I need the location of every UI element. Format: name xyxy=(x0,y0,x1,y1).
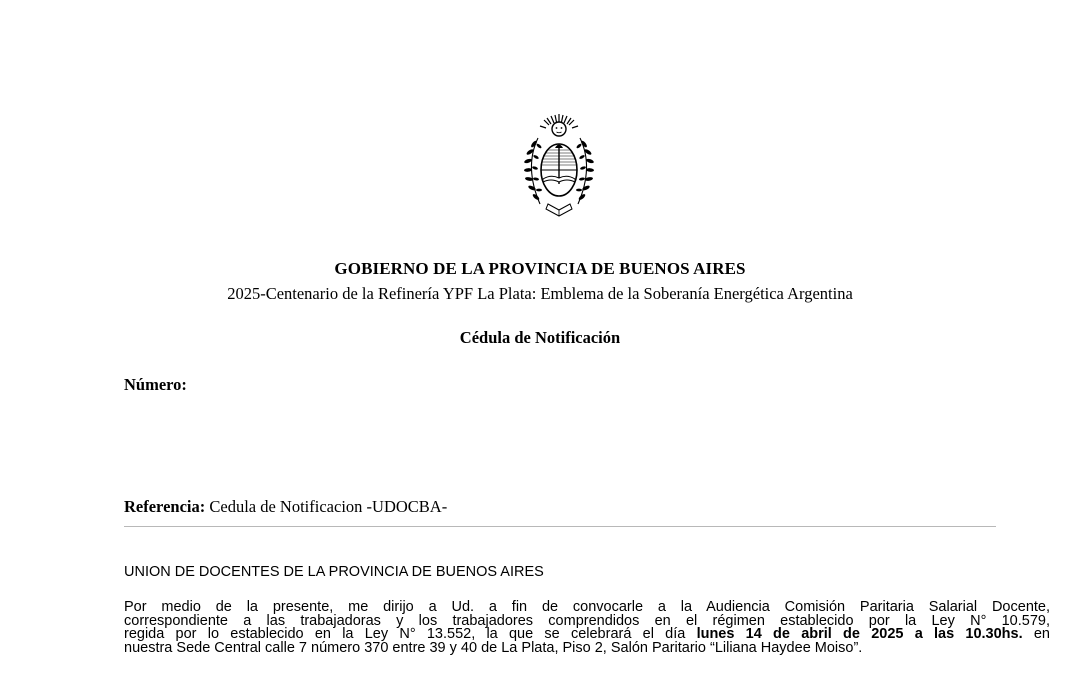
document-type: Cédula de Notificación xyxy=(459,328,621,347)
gov-subtitle: 2025-Centenario de la Refinería YPF La Plata: Emblema de la Soberanía Energética Argentina xyxy=(227,284,853,303)
addressee: UNION DE DOCENTES DE LA PROVINCIA DE BUENOS AIRES xyxy=(124,564,544,580)
body-paragraph xyxy=(124,601,1050,655)
escudo-nacional-argentino-icon xyxy=(518,112,600,224)
divider xyxy=(124,526,996,527)
hearing-date: lunes 14 de abril de 2025 a las 10.30hs. xyxy=(696,626,1023,642)
body-line-3-post: en xyxy=(1022,626,1050,642)
body-line-4: nuestra Sede Central calle 7 número 370 entre 39 y 40 de La Plata, Piso 2, Salón Paritario “Liliana Haydee Moiso”. xyxy=(124,639,863,656)
gov-title: GOBIERNO DE LA PROVINCIA DE BUENOS AIRES xyxy=(334,259,746,278)
referencia-label: Referencia: xyxy=(124,497,206,516)
body-line-1: Por medio de la presente, me dirijo a Ud. a fin de convocarle a la Audiencia Comisión Paritaria Salarial Docente, xyxy=(124,599,1050,615)
referencia-value: Cedula de Notificacion -UDOCBA- xyxy=(209,497,448,516)
body-line-3-pre: regida por lo establecido en la Ley N° 13.552, la que se celebrará el día xyxy=(124,626,697,642)
numero-label: Número: xyxy=(124,375,187,394)
body-line-2: correspondiente a las trabajadoras y los trabajadores comprendidos en el régimen establecido por la Ley N° 10.579, xyxy=(124,612,1050,629)
referencia-line xyxy=(124,497,447,517)
